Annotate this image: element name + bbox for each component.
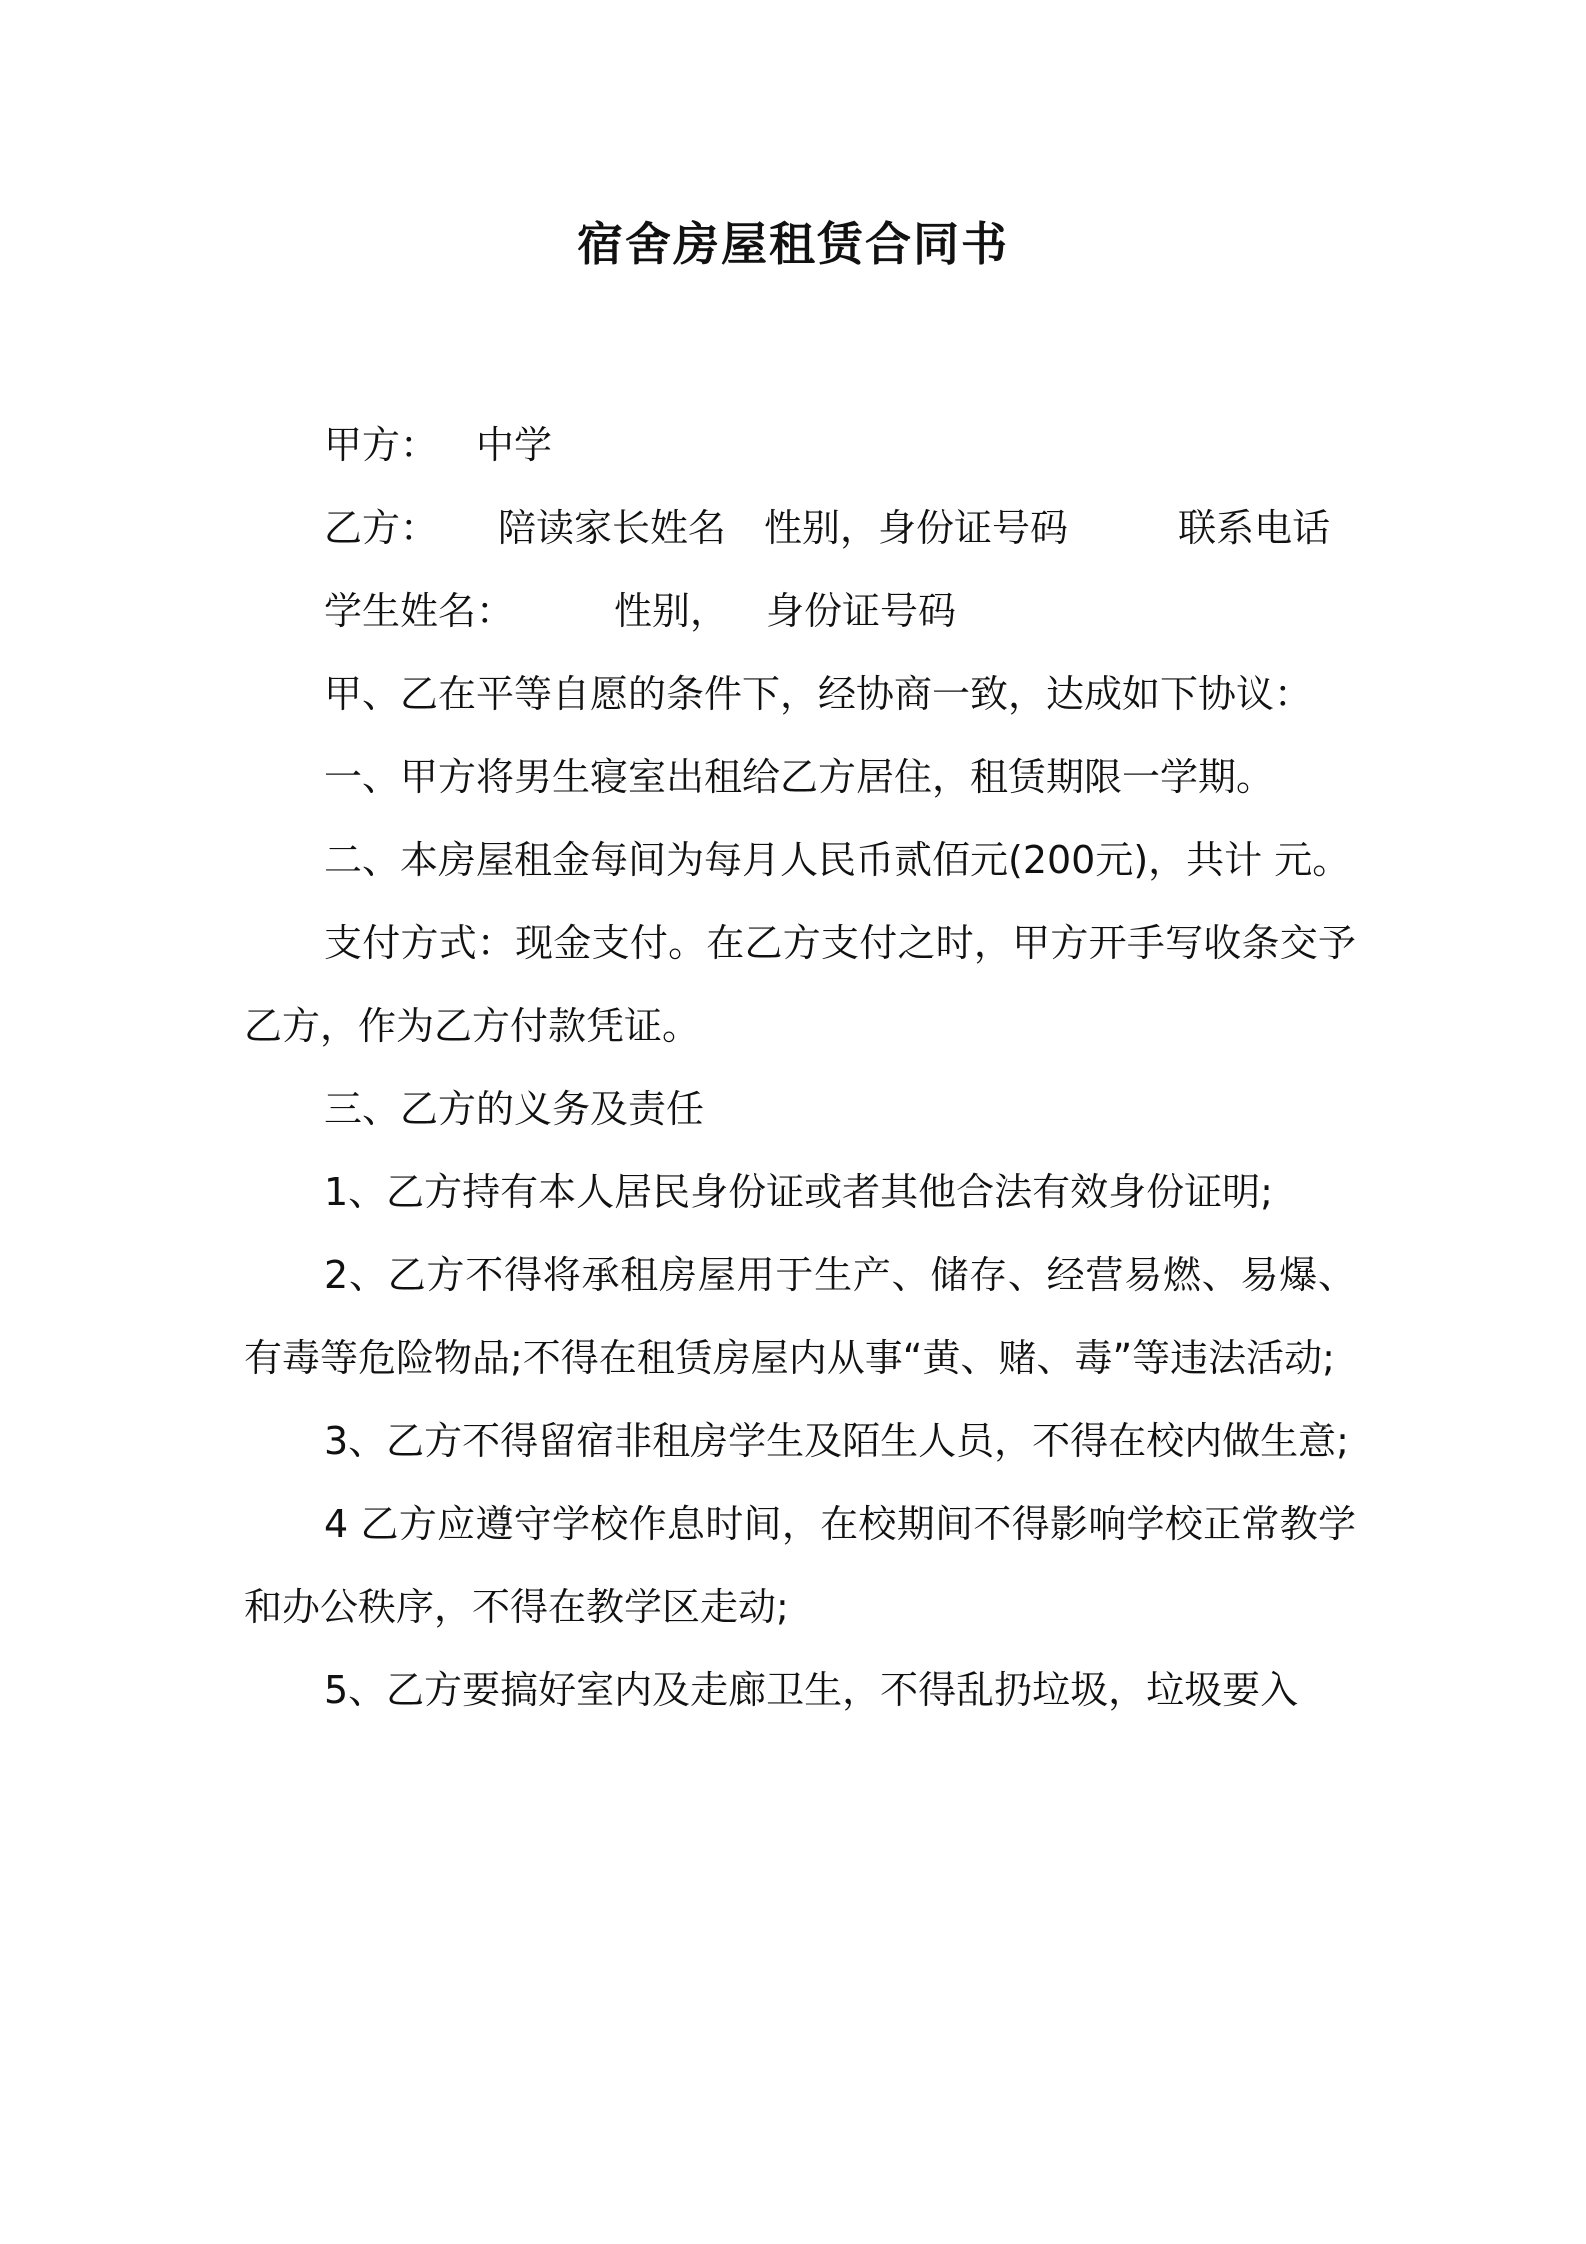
student-label: 学生姓名： <box>324 589 515 633</box>
clause-1: 一、甲方将男生寝室出租给乙方居住，租赁期限一学期。 <box>324 755 1275 799</box>
document-title: 宿舍房屋租赁合同书 <box>577 217 1009 271</box>
party-b-parent-name: 陪读家长姓名 <box>498 506 727 550</box>
party-a-line <box>244 404 1356 487</box>
party-b-line <box>244 487 1356 570</box>
clause-3-item-1: 1、乙方持有本人居民身份证或者其他合法有效身份证明; <box>324 1170 1273 1214</box>
clause-3-item-3: 3、乙方不得留宿非租房学生及陌生人员，不得在校内做生意; <box>324 1419 1349 1463</box>
clause-3-item-4: 4 乙方应遵守学校作息时间，在校期间不得影响学校正常教学和办公秩序，不得在教学区走动; <box>244 1502 1356 1629</box>
party-b-gender: 性别 <box>764 506 841 550</box>
clause-2: 二、本房屋租金每间为每月人民币贰佰元(200元)，共计 元。 <box>324 838 1351 882</box>
clause-3-heading: 三、乙方的义务及责任 <box>324 1087 705 1131</box>
party-b-label: 乙方： <box>324 506 439 550</box>
clause-3-item-5: 5、乙方要搞好室内及走廊卫生，不得乱扔垃圾，垃圾要入 <box>324 1668 1299 1712</box>
clause-3-item-2: 2、乙方不得将承租房屋用于生产、储存、经营易燃、易爆、有毒等危险物品;不得在租赁房屋内从事“黄、赌、毒”等违法活动; <box>244 1253 1356 1380</box>
party-a-value: 中学 <box>476 423 553 467</box>
party-b-contact: 联系 <box>1178 506 1255 550</box>
party-b-id-number: ，身份证号码 <box>840 506 1069 550</box>
student-id-number: 身份证号码 <box>766 589 957 633</box>
payment-paragraph: 支付方式：现金支付。在乙方支付之时，甲方开手写收条交予乙方，作为乙方付款凭证。 <box>244 921 1356 1048</box>
student-line <box>244 570 1356 653</box>
student-gender: 性别 <box>614 589 691 633</box>
intro-paragraph: 甲、乙在平等自愿的条件下，经协商一致，达成如下协议： <box>324 672 1313 716</box>
document-body <box>244 404 1356 1732</box>
student-comma: ， <box>690 589 729 633</box>
party-a-label: 甲方： <box>324 423 439 467</box>
party-b-phone: 电话 <box>1254 506 1331 550</box>
